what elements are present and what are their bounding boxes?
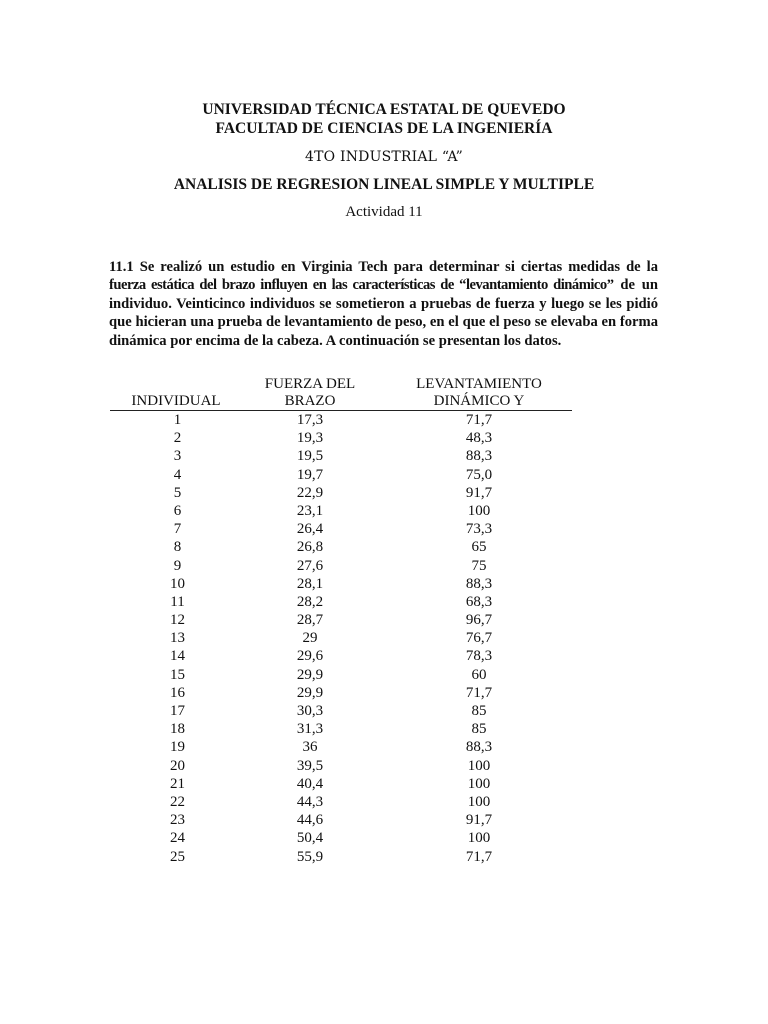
problem-text-1: 11.1 Se realizó un estudio en Virginia Tech para determinar si ciertas medidas de la (109, 259, 658, 275)
activity-title: Actividad 11 (345, 204, 423, 220)
header-fuerza-line1: FUERZA DEL (264, 376, 356, 392)
header-lev-line2: DINÁMICO Y (433, 393, 525, 409)
university-title: UNIVERSIDAD TÉCNICA ESTATAL DE QUEVEDO (202, 101, 566, 118)
table-row (110, 629, 572, 647)
cell-individual: 25 (170, 848, 185, 865)
table-row (110, 666, 572, 684)
cell-individual: 13 (170, 630, 185, 647)
cell-fuerza: 44,6 (296, 812, 324, 829)
cell-individual: 12 (170, 612, 185, 629)
table-row (110, 775, 572, 793)
header-levantamiento (386, 376, 572, 410)
cell-fuerza: 31,3 (296, 721, 324, 738)
cell-levantamiento: 71,7 (465, 848, 493, 865)
cell-levantamiento: 100 (467, 793, 491, 810)
cell-levantamiento: 73,3 (465, 521, 493, 538)
subject-title: ANALISIS DE REGRESION LINEAL SIMPLE Y MULTIPLE (173, 176, 595, 193)
cell-levantamiento: 71,7 (465, 684, 493, 701)
table-body (110, 411, 572, 866)
cell-individual: 5 (173, 484, 182, 501)
cell-individual: 22 (170, 793, 185, 810)
table-row (110, 447, 572, 465)
cell-levantamiento: 100 (467, 775, 491, 792)
table-row (110, 611, 572, 629)
cell-levantamiento: 48,3 (465, 430, 493, 447)
cell-individual: 4 (173, 466, 182, 483)
cell-fuerza: 22,9 (296, 484, 324, 501)
table-row (110, 702, 572, 720)
cell-fuerza: 36 (302, 739, 318, 756)
table-row (110, 429, 572, 447)
cell-levantamiento: 100 (467, 757, 491, 774)
cell-fuerza: 19,5 (296, 448, 324, 465)
problem-text-3: de un individuo. Veinticinco individuos se sometieron a pruebas de fuerza y luego se les pidió que hicieran una prueba de levantamiento de peso, en el que el peso se elevaba en forma dinámica por encima de la cabeza. A continuación se presentan los datos. (109, 277, 658, 349)
cell-levantamiento: 60 (471, 666, 487, 683)
cell-fuerza: 27,6 (296, 557, 324, 574)
table-row (110, 593, 572, 611)
cell-individual: 2 (173, 430, 182, 447)
cell-levantamiento: 71,7 (465, 412, 493, 428)
header-individual: INDIVIDUAL (131, 393, 221, 409)
cell-fuerza: 44,3 (296, 793, 324, 810)
cell-levantamiento: 88,3 (465, 575, 493, 592)
table-row (110, 557, 572, 575)
course-title: 4TO INDUSTRIAL “A” (305, 149, 463, 165)
cell-individual: 16 (170, 684, 185, 701)
cell-individual: 23 (170, 812, 185, 829)
table-row (110, 484, 572, 502)
table-row (110, 684, 572, 702)
table-row (110, 720, 572, 738)
cell-fuerza: 30,3 (296, 703, 324, 719)
table-row (110, 466, 572, 484)
cell-levantamiento: 78,3 (465, 648, 493, 665)
cell-fuerza: 23,1 (296, 502, 324, 519)
cell-fuerza: 55,9 (296, 848, 324, 865)
cell-fuerza: 28,2 (296, 593, 324, 610)
table-row (110, 793, 572, 811)
cell-levantamiento: 68,3 (465, 593, 493, 610)
cell-levantamiento: 85 (471, 721, 487, 738)
cell-individual: 1 (173, 412, 182, 428)
table-row (110, 757, 572, 775)
cell-levantamiento: 96,7 (465, 612, 493, 629)
cell-fuerza: 28,1 (296, 575, 324, 592)
table-row (110, 502, 572, 520)
table-row (110, 848, 572, 866)
table-row (110, 538, 572, 556)
cell-fuerza: 26,8 (296, 539, 324, 556)
cell-fuerza: 29,9 (296, 666, 324, 683)
cell-fuerza: 26,4 (296, 521, 324, 538)
cell-individual: 18 (170, 721, 185, 738)
cell-individual: 7 (173, 521, 182, 538)
table-row (110, 738, 572, 756)
faculty-title: FACULTAD DE CIENCIAS DE LA INGENIERÍA (215, 120, 553, 137)
cell-fuerza: 39,5 (296, 757, 324, 774)
cell-individual: 8 (173, 539, 182, 556)
cell-levantamiento: 88,3 (465, 739, 493, 756)
cell-levantamiento: 100 (467, 502, 491, 519)
cell-levantamiento: 76,7 (465, 630, 493, 647)
problem-statement (109, 258, 658, 350)
cell-fuerza: 28,7 (296, 612, 324, 629)
cell-individual: 24 (170, 830, 185, 847)
cell-individual: 19 (170, 739, 185, 756)
table-row (110, 829, 572, 847)
cell-individual: 3 (173, 448, 182, 465)
cell-levantamiento: 75 (471, 557, 487, 574)
problem-text-2: fuerza estática del brazo influyen en las características de “levantamiento dinámico” (109, 277, 614, 294)
cell-individual: 6 (173, 502, 182, 519)
table-row (110, 647, 572, 665)
cell-levantamiento: 91,7 (465, 484, 493, 501)
header-lev-line1: LEVANTAMIENTO (416, 376, 542, 392)
cell-fuerza: 19,3 (296, 430, 324, 447)
cell-levantamiento: 91,7 (465, 812, 493, 829)
cell-individual: 10 (170, 575, 185, 592)
cell-levantamiento: 85 (471, 703, 487, 719)
cell-fuerza: 29,6 (296, 648, 324, 665)
table-row (110, 411, 572, 429)
cell-individual: 17 (170, 703, 185, 719)
table-header (110, 374, 572, 411)
header-fuerza-line2: BRAZO (284, 393, 336, 409)
header-fuerza (250, 376, 370, 410)
table-row (110, 575, 572, 593)
cell-levantamiento: 100 (467, 830, 491, 847)
table-row (110, 811, 572, 829)
cell-individual: 15 (170, 666, 185, 683)
table-row (110, 520, 572, 538)
cell-levantamiento: 75,0 (465, 466, 493, 483)
cell-individual: 9 (173, 557, 182, 574)
cell-individual: 20 (170, 757, 185, 774)
cell-fuerza: 50,4 (296, 830, 324, 847)
cell-fuerza: 17,3 (296, 412, 324, 428)
cell-levantamiento: 88,3 (465, 448, 493, 465)
cell-fuerza: 40,4 (296, 775, 324, 792)
cell-individual: 21 (170, 775, 185, 792)
cell-individual: 14 (170, 648, 185, 665)
cell-levantamiento: 65 (471, 539, 487, 556)
cell-individual: 11 (170, 593, 185, 610)
cell-fuerza: 19,7 (296, 466, 324, 483)
data-table (110, 374, 572, 866)
cell-fuerza: 29 (302, 630, 318, 647)
cell-fuerza: 29,9 (296, 684, 324, 701)
